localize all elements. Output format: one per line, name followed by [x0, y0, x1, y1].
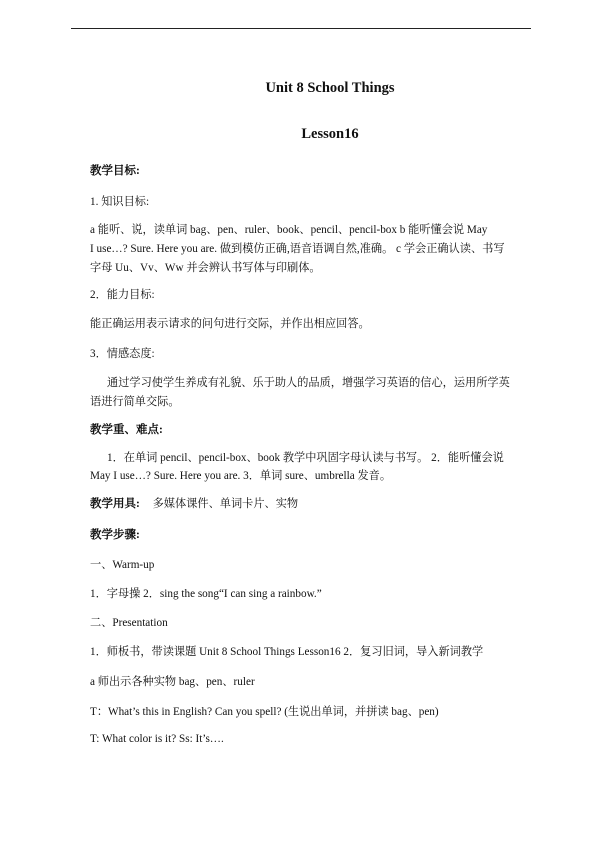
ability-goal: 2．能力目标: — [90, 289, 155, 301]
knowledge-text-line-3: 字母 Uu、Vv、Ww 并会辨认书写体与印刷体。 — [90, 262, 321, 274]
key-text-line-1: 1．在单词 pencil、pencil-box、book 教学中巩固字母认读与书写。 2．能听懂会说 — [107, 452, 504, 464]
knowledge-text-line-1: a 能听、说，读单词 bag、pen、ruler、book、pencil、pencil-box b 能听懂会说 May — [90, 224, 488, 236]
lesson-title: Lesson16 — [301, 126, 359, 142]
tools-text: 多媒体课件、单词卡片、实物 — [152, 498, 299, 510]
warmup-text: 1．字母操 2．sing the song“I can sing a rainbow.” — [90, 588, 322, 600]
document-title: Unit 8 School Things — [265, 80, 395, 96]
knowledge-goal: 1. 知识目标: — [90, 196, 150, 208]
goals-heading: 教学目标: — [90, 165, 140, 177]
tools-heading: 教学用具: — [90, 498, 140, 510]
presentation-heading: 二、Presentation — [90, 617, 168, 629]
dialog-line-2: T: What color is it? Ss: It’s…. — [90, 733, 224, 745]
presentation-text: 1．师板书，带读课题 Unit 8 School Things Lesson16 2．复习旧词，导入新词教学 — [90, 646, 484, 658]
attitude-goal: 3．情感态度: — [90, 348, 155, 360]
key-points-heading: 教学重、难点: — [90, 424, 163, 436]
knowledge-text-line-2: I use…? Sure. Here you are. 做到模仿正确,语音语调自然,准确。 c 学会正确认读、书写 — [90, 243, 505, 255]
attitude-text-line-2: 语进行简单交际。 — [90, 396, 180, 408]
step-a-text: a 师出示各种实物 bag、pen、ruler — [90, 676, 255, 688]
steps-heading: 教学步骤: — [90, 529, 140, 541]
ability-text: 能正确运用表示请求的问句进行交际，并作出相应回答。 — [90, 318, 370, 330]
dialog-line-1: T：What’s this in English? Can you spell? (生说出单词，并拼读 bag、pen) — [90, 706, 439, 718]
warmup-heading: 一、Warm-up — [90, 559, 155, 571]
header-rule — [71, 28, 531, 29]
attitude-text-line-1: 通过学习使学生养成有礼貌、乐于助人的品质，增强学习英语的信心，运用所学英 — [107, 377, 510, 389]
tools-row — [90, 495, 298, 511]
key-text-line-2: May I use…? Sure. Here you are. 3．单词 sure、umbrella 发音。 — [90, 470, 392, 482]
